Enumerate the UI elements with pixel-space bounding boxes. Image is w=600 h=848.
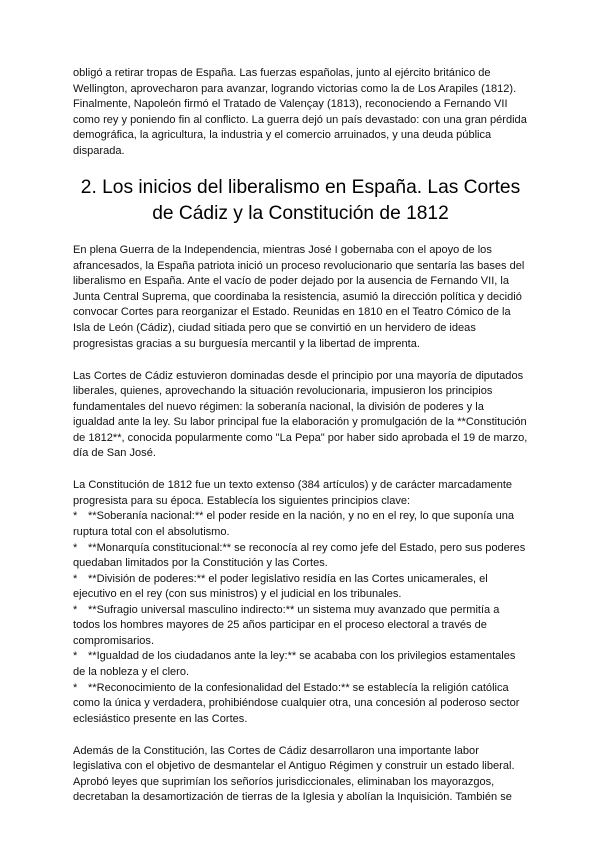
list-bullet: * <box>73 650 78 663</box>
closing-paragraph: Además de la Constitución, las Cortes de Cádiz desarrollaron una importante labor legislativa con el objetivo de desmantelar el Antiguo Régimen y construir un estado liberal. Aprobó leyes que suprimían los señoríos jurisdiccionales, eliminaban los mayorazgos, decretaban la desamortización de tierras de la Iglesia y abolían la Inquisición. También se <box>73 744 515 804</box>
list-item-text: **Sufragio universal masculino indirecto:** un sistema muy avanzado que permitía a todos los hombres mayores de 25 años participar en el proceso electoral a través de compromisarios. <box>73 603 500 647</box>
list-item-text: **Igualdad de los ciudadanos ante la ley:** se acababa con los privilegios estamentales de la nobleza y el clero. <box>73 650 516 678</box>
document-page <box>73 66 528 822</box>
principles-intro: La Constitución de 1812 fue un texto extenso (384 artículos) y de carácter marcadamente progresista para su época. Establecía los siguientes principios clave: <box>73 479 513 507</box>
list-item-text: **División de poderes:** el poder legislativo residía en las Cortes unicamerales, el ejecutivo en el rey (con sus ministros) y el judicial en los tribunales. <box>73 572 488 601</box>
list-item <box>73 541 528 572</box>
list-bullet: * <box>73 681 78 694</box>
constitution-principles <box>73 478 528 727</box>
list-item-text: **Reconocimiento de la confesionalidad del Estado:** se establecía la religión católica como la única y verdadera, prohibiéndose cualquier otra, una concesión al poderoso sector eclesiástico presente en las Cortes. <box>73 681 520 725</box>
list-bullet: * <box>73 572 78 585</box>
list-bullet: * <box>73 603 78 616</box>
intro-paragraph: obligó a retirar tropas de España. Las fuerzas españolas, junto al ejército británico de Wellington, aprovecharon para avanzar, logrando victorias como la de Los Arapiles (1812). Finalmente, Napoleón firmó el Tratado de Valençay (1813), reconociendo a Fernando VII como rey y poniendo fin al conflicto. La guerra dejó un país devastado: con una gran pérdida demográfica, la agricultura, la industria y el comercio arruinados, y una deuda pública disparada. <box>73 67 527 157</box>
section-heading: 2. Los inicios del liberalismo en España. Las Cortes de Cádiz y la Constitución de 1812 <box>80 177 521 224</box>
list-item <box>73 572 528 603</box>
list-item <box>73 649 528 680</box>
list-bullet: * <box>73 510 78 523</box>
paragraph-junta-central: En plena Guerra de la Independencia, mientras José I gobernaba con el apoyo de los afrancesados, la España patriota inició un proceso revolucionario que sentaría las bases del liberalismo en España. Ante el vacío de poder dejado por la ausencia de Fernando VII, la Junta Central Suprema, que coordinaba la resistencia, asumió la dirección política y decidió convocar Cortes para reorganizar el Estado. Reunidas en 1810 en el Teatro Cómico de la Isla de León (Cádiz), ciudad sitiada pero que se convirtió en un hervidero de ideas progresistas gracias a su burguesía mercantil y la libertad de imprenta. <box>73 244 525 350</box>
list-item <box>73 603 528 650</box>
list-item-text: **Monarquía constitucional:** se reconocía al rey como jefe del Estado, pero sus poderes quedaban limitados por la Constitución y las Cortes. <box>73 541 526 570</box>
paragraph-cortes-cadiz: Las Cortes de Cádiz estuvieron dominadas desde el principio por una mayoría de diputados liberales, quienes, aprovechando la situación revolucionaria, impusieron los principios fundamentales del nuevo régimen: la soberanía nacional, la división de poderes y la igualdad ante la ley. Su labor principal fue la elaboración y promulgación de la **Constitución de 1812**, conocida popularmente como "La Pepa" por haber sido aprobada el 19 de marzo, día de San José. <box>73 369 528 460</box>
list-item-text: **Soberanía nacional:** el poder reside en la nación, y no en el rey, lo que suponía una ruptura total con el absolutismo. <box>73 510 515 539</box>
principles-list <box>73 509 528 727</box>
list-bullet: * <box>73 541 78 554</box>
list-item <box>73 681 528 728</box>
list-item <box>73 509 528 540</box>
